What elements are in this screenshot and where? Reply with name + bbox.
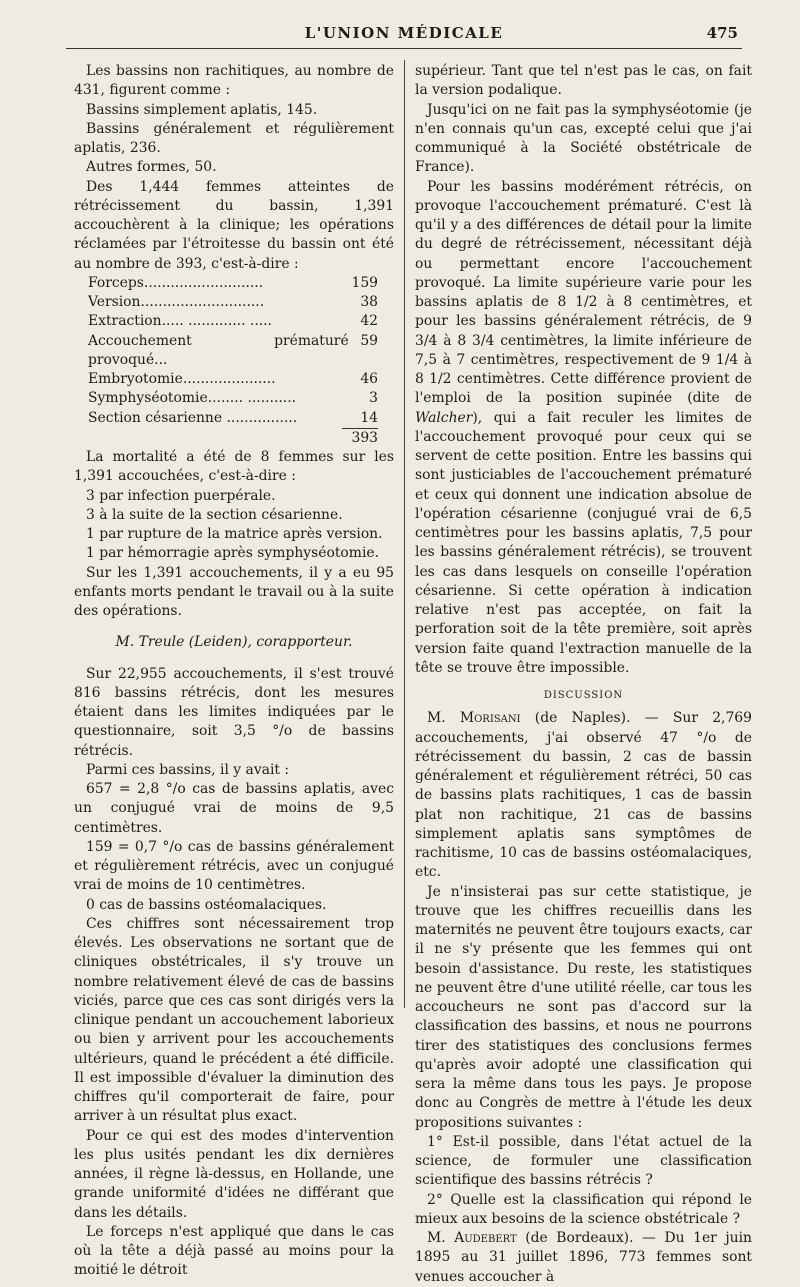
paragraph: Sur 22,955 accouchements, il s'est trouvé 816 bassins rétrécis, dont les mesures étaient dans les limites indiquées par le questionnaire, soit 3,5 °/o de bassins rétrécis. <box>74 665 394 759</box>
page-number: 475 <box>706 24 738 42</box>
text-run: M. <box>427 1230 455 1246</box>
paragraph <box>415 178 752 679</box>
paragraph: 1 par rupture de la matrice après version. <box>86 526 383 542</box>
paragraph: Des 1,444 femmes atteintes de rétrécissement du bassin, 1,391 accouchèrent à la clinique; les opérations réclamées par l'étroitesse du bassin ont été au nombre de 393, c'est-à-dire : <box>74 178 394 272</box>
paragraph: Le forceps n'est appliqué que dans le cas où la tête a déjà passé au moins pour la moitié le détroit <box>74 1223 394 1279</box>
row-label: Embryotomie..................... <box>88 371 276 387</box>
row-value: 59 <box>360 332 378 349</box>
paragraph: La mortalité a été de 8 femmes sur les 1,391 accouchées, c'est-à-dire : <box>74 449 394 485</box>
text-run: M. <box>427 710 460 727</box>
row-label: Forceps........................... <box>88 274 264 291</box>
paragraph: 2° Quelle est la classification qui répond le mieux aux besoins de la science obstétricale ? <box>415 1191 752 1227</box>
speaker-name: Morisani <box>459 710 521 727</box>
left-column <box>74 62 394 1279</box>
paragraph: 159 = 0,7 °/o cas de bassins généralement et régulièrement rétrécis, avec un conjugué vrai de moins de 10 centimètres. <box>74 838 394 894</box>
table-row <box>88 312 378 331</box>
row-value: 3 <box>369 390 378 407</box>
heading-prefix: M. <box>115 634 139 651</box>
heading-name: Treule (Leiden), corapporteur. <box>138 634 353 651</box>
row-value: 42 <box>360 313 378 330</box>
row-label: Symphyséotomie........ ........... <box>88 390 297 407</box>
row-value: 14 <box>360 409 378 426</box>
paragraph: 1° Est-il possible, dans l'état actuel de la science, de formuler une classification scientifique des bassins rétrécis ? <box>415 1133 752 1189</box>
right-column <box>415 62 752 1285</box>
author-name: Walcher <box>415 409 473 426</box>
table-row <box>88 409 378 428</box>
paragraph: Je n'insisterai pas sur cette statistique, je trouve que les chiffres recueillis dans les maternités ne peuvent être toujours exacts, car il ne s'y présente que les femmes qui ont besoin d'assistance. Du reste, les statistiques ne peuvent être d'une utilité réelle, car tous les accoucheurs ne sont pas d'accord sur la classification des bassins, et nous ne pourrons tirer des statistiques des conclusions fermes qu'après avoir adopté une classification qui sera la même dans tous les pays. Je propose donc au Congrès de mettre à l'étude les deux propositions suivantes : <box>415 883 752 1131</box>
text-run: ), qui a fait reculer les limites de l'accouchement provoqué pour ceux qui se servent de cette position. Entre les bassins qui sont justiciables de l'accouchement prématuré et ceux qui donnent une indication absolue de l'opération césarienne (conjugué vrai de 6,5 centimètres pour les bassins aplatis, 7,5 pour les bassins généralement rétrécis), se trouvent les cas dans lesquels on conseille l'opération césarienne. Si cette opération à indication relative n'est pas acceptée, on fait la perforation soit de la tête première, soit après version faite quand l'extraction manuelle de la tête se trouve être impossible. <box>415 409 752 676</box>
paragraph: Autres formes, 50. <box>86 159 217 176</box>
paragraph: Jusqu'ici on ne fait pas la symphyséotomie (je n'en connais qu'un cas, excepté celui que j'ai communiqué à la Société obstétricale de France). <box>415 101 752 176</box>
table-row <box>88 274 378 293</box>
row-label: Extraction..... ............. ..... <box>88 313 272 330</box>
paragraph: Parmi ces bassins, il y avait : <box>86 761 290 778</box>
row-label: Accouchement prématuré provoqué... <box>88 332 349 368</box>
table-row <box>88 389 378 408</box>
paragraph: supérieur. Tant que tel n'est pas le cas, on fait la version podalique. <box>415 63 752 99</box>
text-run: (de Bordeaux). — Du 1er juin 1895 au 31 juillet 1896, 773 femmes sont venues accoucher à <box>415 1230 752 1285</box>
paragraph: 3 à la suite de la section césarienne. <box>86 506 343 523</box>
paragraph: Bassins simplement aplatis, 145. <box>86 101 318 118</box>
paragraph: 3 par infection puerpérale. <box>86 487 276 504</box>
text-run: Pour les bassins modérément rétrécis, on provoque l'accouchement prématuré. C'est là qu'il y a des différences de détail pour la limite du degré de rétrécissement, nécessitant déjà ou permettant encore l'accouchement provoqué. La limite supérieure varie pour les bassins aplatis de 8 1/2 à 8 centimètres, et pour les bassins généralement rétrécis, de 9 3/4 à 8 3/4 centimètres, la limite inférieure de 7,5 à 7 centimètres, respectivement de 9 1/4 à 8 1/2 centimètres. Cette différence provient de l'emploi de la position supinée (dite de <box>415 178 752 407</box>
table-row <box>88 332 378 371</box>
paragraph: Sur les 1,391 accouchements, il y a eu 95 enfants morts pendant le travail ou à la suite des opérations. <box>74 564 394 619</box>
running-header <box>66 20 742 49</box>
paragraph <box>415 709 752 882</box>
paragraph: Bassins généralement et régulièrement aplatis, 236. <box>74 120 394 156</box>
paragraph: 657 = 2,8 °/o cas de bassins aplatis, avec un conjugué vrai de moins de 9,5 centimètres. <box>74 781 394 836</box>
paragraph: 1 par hémorragie après symphyséotomie. <box>86 545 380 562</box>
row-value: 159 <box>351 274 378 291</box>
table-row <box>88 293 378 312</box>
paragraph: 0 cas de bassins ostéomalaciques. <box>86 896 327 913</box>
journal-title: L'UNION MÉDICALE <box>304 24 504 42</box>
row-label: Version............................ <box>88 294 265 310</box>
text-run: (de Naples). — Sur 2,769 accouchements, j'ai observé 47 °/o de rétrécissement du bassin, 2 cas de bassin généralement et régulièrement rétréci, 50 cas de bassins plats rachitiques, 1 cas de bassin plat non rachitique, 21 cas de bassins simplement aplatis sans symptômes de rachitisme, 10 cas de bassins ostéomalaciques, etc. <box>415 710 752 881</box>
operations-table <box>88 274 378 448</box>
table-row <box>88 370 378 389</box>
table-total: 393 <box>342 428 378 448</box>
column-divider <box>404 60 405 1008</box>
row-value: 46 <box>360 371 378 387</box>
section-heading <box>74 633 394 652</box>
row-value: 38 <box>360 294 378 310</box>
paragraph: Pour ce qui est des modes d'intervention les plus usités pendant les dix dernières années, il règne là-dessus, en Hollande, une grande uniformité d'idées ne différant que dans les détails. <box>74 1127 394 1221</box>
paragraph <box>415 1229 752 1287</box>
speaker-name: Audebert <box>454 1230 517 1246</box>
paragraph: Ces chiffres sont nécessairement trop élevés. Les observations ne sortant que de cliniques obstétricales, il s'y trouve un nombre relativement élevé de cas de bassins viciés, parce que ces cas sont dirigés vers la clinique pendant un accouchement laborieux ou bien y arrivent pour les accouchements ultérieurs, quand le précédent a été difficile. Il est impossible d'évaluer la diminution des chiffres qu'il comporterait de faire, pour arriver à un résultat plus exact. <box>74 915 394 1125</box>
paragraph: Les bassins non rachitiques, au nombre de 431, figurent comme : <box>74 63 394 99</box>
discussion-heading: DISCUSSION <box>543 690 624 701</box>
row-label: Section césarienne ................ <box>88 409 298 426</box>
